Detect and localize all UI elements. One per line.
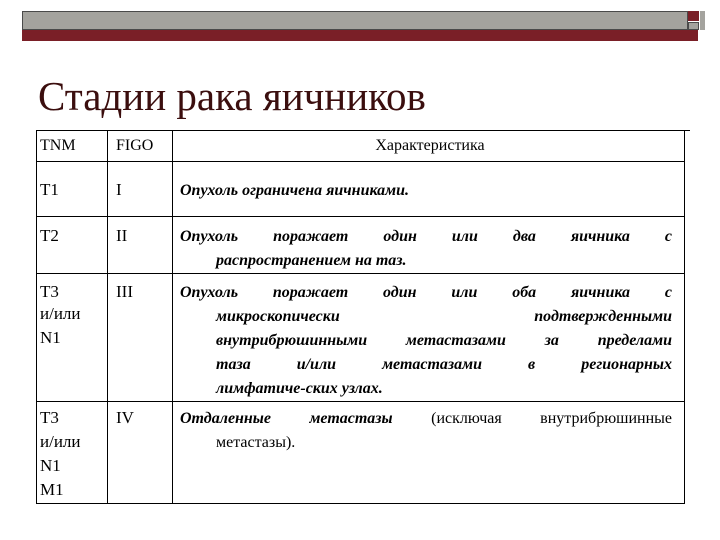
row4-tnm: N1	[40, 456, 61, 475]
table-column-line	[107, 130, 108, 504]
header-tnm: TNM	[40, 137, 76, 154]
row2-tnm: T2	[40, 226, 59, 245]
row2-text-line: Опухоль поражает один или два яичника с	[180, 228, 672, 245]
header-characteristics: Характеристика	[375, 137, 485, 154]
table-rule	[36, 273, 685, 274]
row4-tnm: и/или	[40, 432, 81, 451]
row4-tnm: M1	[40, 480, 64, 499]
row4-text-italic: Отдаленные метастазы	[180, 410, 393, 427]
row4-text-normal: (исключая внутрибрюшинные	[431, 410, 673, 427]
row3-text-line: лимфатиче-ских узлах.	[216, 380, 383, 397]
row3-tnm: T3	[40, 282, 59, 301]
header-square-gray	[688, 22, 699, 30]
row3-text-line: Опухоль поражает один или оба яичника с	[180, 284, 672, 301]
table-rule	[36, 130, 690, 131]
table-rule	[36, 161, 685, 162]
row3-text-line: внутрибрюшинными метастазами за пределами	[216, 332, 672, 349]
table-column-line	[172, 130, 173, 504]
slide-title: Стадии рака яичников	[38, 73, 426, 119]
header-square-red	[688, 11, 699, 21]
row4-figo: IV	[116, 408, 134, 427]
table-rule	[36, 401, 685, 402]
row3-tnm: и/или	[40, 304, 81, 323]
table-rule	[36, 216, 685, 217]
row1-tnm: T1	[40, 180, 59, 199]
row3-tnm: N1	[40, 328, 61, 347]
header-square-gray-small	[700, 11, 705, 30]
row2-figo: II	[116, 226, 128, 245]
row1-text: Опухоль ограничена яичниками.	[180, 182, 410, 199]
header-figo: FIGO	[116, 137, 154, 154]
table-column-line	[684, 130, 685, 504]
table-rule	[36, 503, 685, 504]
row1-figo: I	[116, 180, 122, 199]
row4-text-line: метастазы).	[216, 434, 296, 451]
table-column-line	[36, 130, 37, 504]
row4-text-line	[180, 407, 672, 431]
header-band-red	[22, 30, 698, 41]
row3-text-line: микроскопически подтвержденными	[216, 308, 672, 325]
row2-text-line: распространением на таз.	[216, 252, 407, 269]
row3-figo: III	[116, 282, 133, 301]
row4-tnm: T3	[40, 408, 59, 427]
header-band-gray	[22, 11, 688, 30]
row3-text-line: таза и/или метастазами в регионарных	[216, 356, 672, 373]
